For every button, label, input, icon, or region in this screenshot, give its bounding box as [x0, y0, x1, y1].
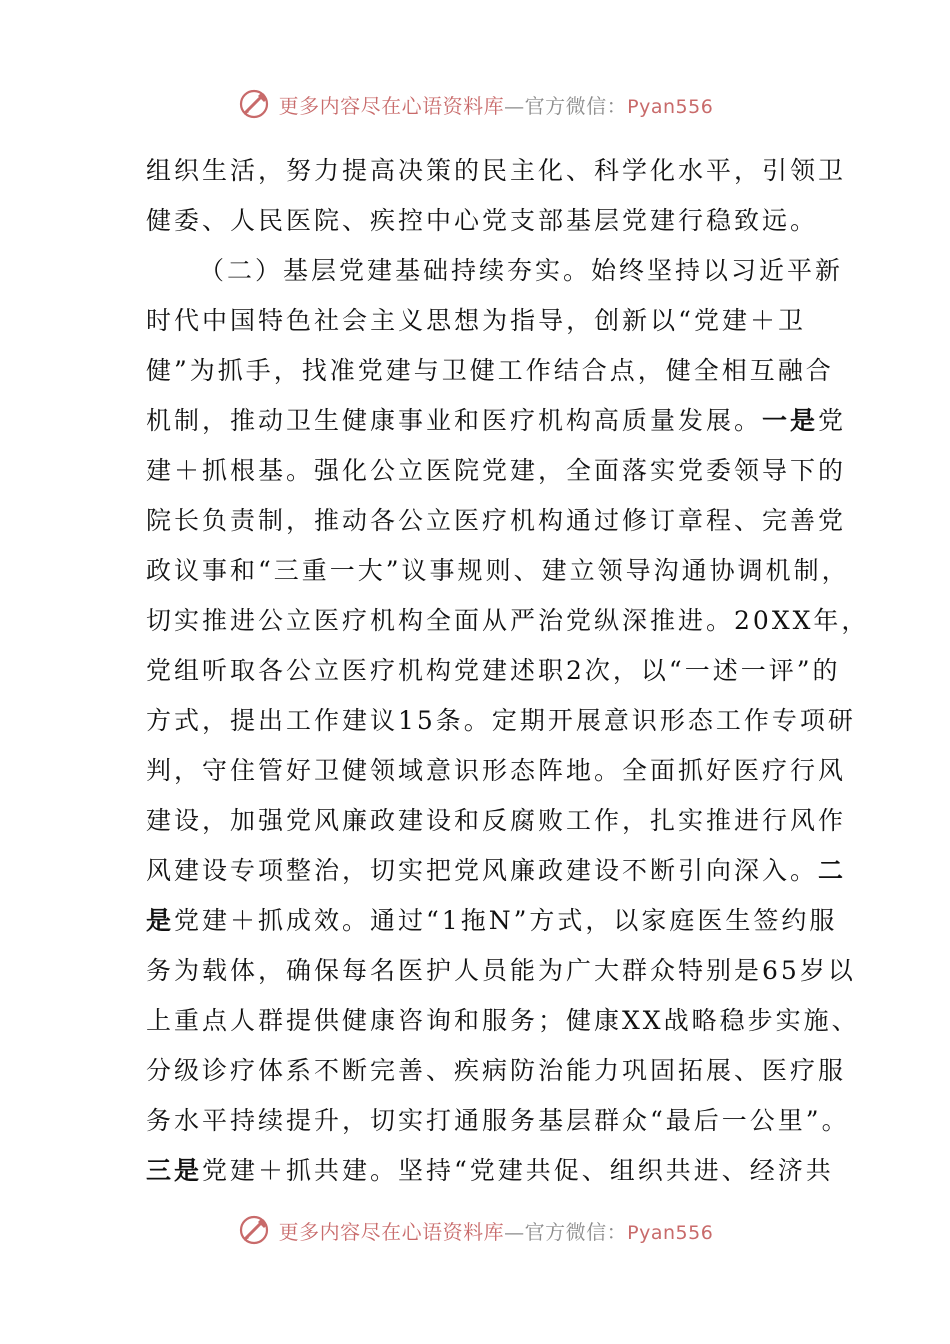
body-line: 建设，加强党风廉政建设和反腐败工作，扎实推进行风作: [146, 806, 847, 835]
bold-point-marker: 二: [818, 856, 847, 885]
body-line: 党组听取各公立医疗机构党建述职2次，以“一述一评”的: [146, 656, 841, 685]
body-line: 健”为抓手，找准党建与卫健工作结合点，健全相互融合: [146, 356, 834, 385]
body-text: 党建＋抓共建。坚持“党建共促、组织共进、经济共: [202, 1156, 834, 1185]
footer-watermark-banner: [0, 1210, 950, 1250]
body-line: 务水平持续提升，切实打通服务基层群众“最后一公里”。: [146, 1106, 850, 1135]
body-line: [146, 846, 847, 896]
watermark-wechat-id: Pyan556: [627, 95, 714, 118]
watermark-dash: —: [504, 1219, 525, 1244]
pen-seal-icon: [237, 1212, 273, 1248]
pen-seal-icon: [237, 86, 273, 122]
body-line: 上重点人群提供健康咨询和服务；健康XX战略稳步实施、: [146, 1006, 860, 1035]
body-line: 院长负责制，推动各公立医疗机构通过修订章程、完善党: [146, 506, 847, 535]
body-line: 组织生活，努力提高决策的民主化、科学化水平，引领卫: [146, 156, 847, 185]
body-line: 健委、人民医院、疾控中心党支部基层党建行稳致远。: [146, 206, 819, 235]
body-line: 判，守住管好卫健领域意识形态阵地。全面抓好医疗行风: [146, 756, 847, 785]
body-line: 建＋抓根基。强化公立医院党建，全面落实党委领导下的: [146, 456, 847, 485]
watermark-dash: —: [504, 93, 525, 118]
body-text: 党: [818, 406, 847, 435]
body-text: 机制，推动卫生健康事业和医疗机构高质量发展。: [146, 406, 763, 435]
watermark-wechat-label: 官方微信：: [524, 1219, 628, 1244]
body-line: 分级诊疗体系不断完善、疾病防治能力巩固拓展、医疗服: [146, 1056, 847, 1085]
body-line: 时代中国特色社会主义思想为指导，创新以“党建＋卫: [146, 306, 806, 335]
section-heading-line: （二）基层党建基础持续夯实。始终坚持以习近平新: [199, 256, 844, 285]
body-line: [146, 896, 838, 946]
body-line: 务为载体，确保每名医护人员能为广大群众特别是65岁以: [146, 956, 856, 985]
body-line: 方式，提出工作建议15条。定期开展意识形态工作专项研: [146, 706, 856, 735]
watermark-wechat-label: 官方微信：: [524, 93, 628, 118]
bold-point-marker: 是: [146, 906, 175, 935]
body-line: [146, 1146, 834, 1196]
body-line: 政议事和“三重一大”议事规则、建立领导沟通协调机制，: [146, 556, 850, 585]
watermark-wechat-id: Pyan556: [627, 1221, 714, 1244]
watermark-text: 更多内容尽在心语资料库: [278, 93, 505, 118]
body-text: 党建＋抓成效。通过“1拖N”方式，以家庭医生签约服: [174, 906, 838, 935]
header-watermark-banner: [0, 84, 950, 124]
bold-point-marker: 一是: [762, 406, 819, 435]
body-line: 切实推进公立医疗机构全面从严治党纵深推进。20XX年，: [146, 606, 870, 635]
bold-point-marker: 三是: [146, 1156, 203, 1185]
body-text: 风建设专项整治，切实把党风廉政建设不断引向深入。: [146, 856, 819, 885]
body-line: [146, 396, 847, 446]
watermark-text: 更多内容尽在心语资料库: [278, 1219, 505, 1244]
